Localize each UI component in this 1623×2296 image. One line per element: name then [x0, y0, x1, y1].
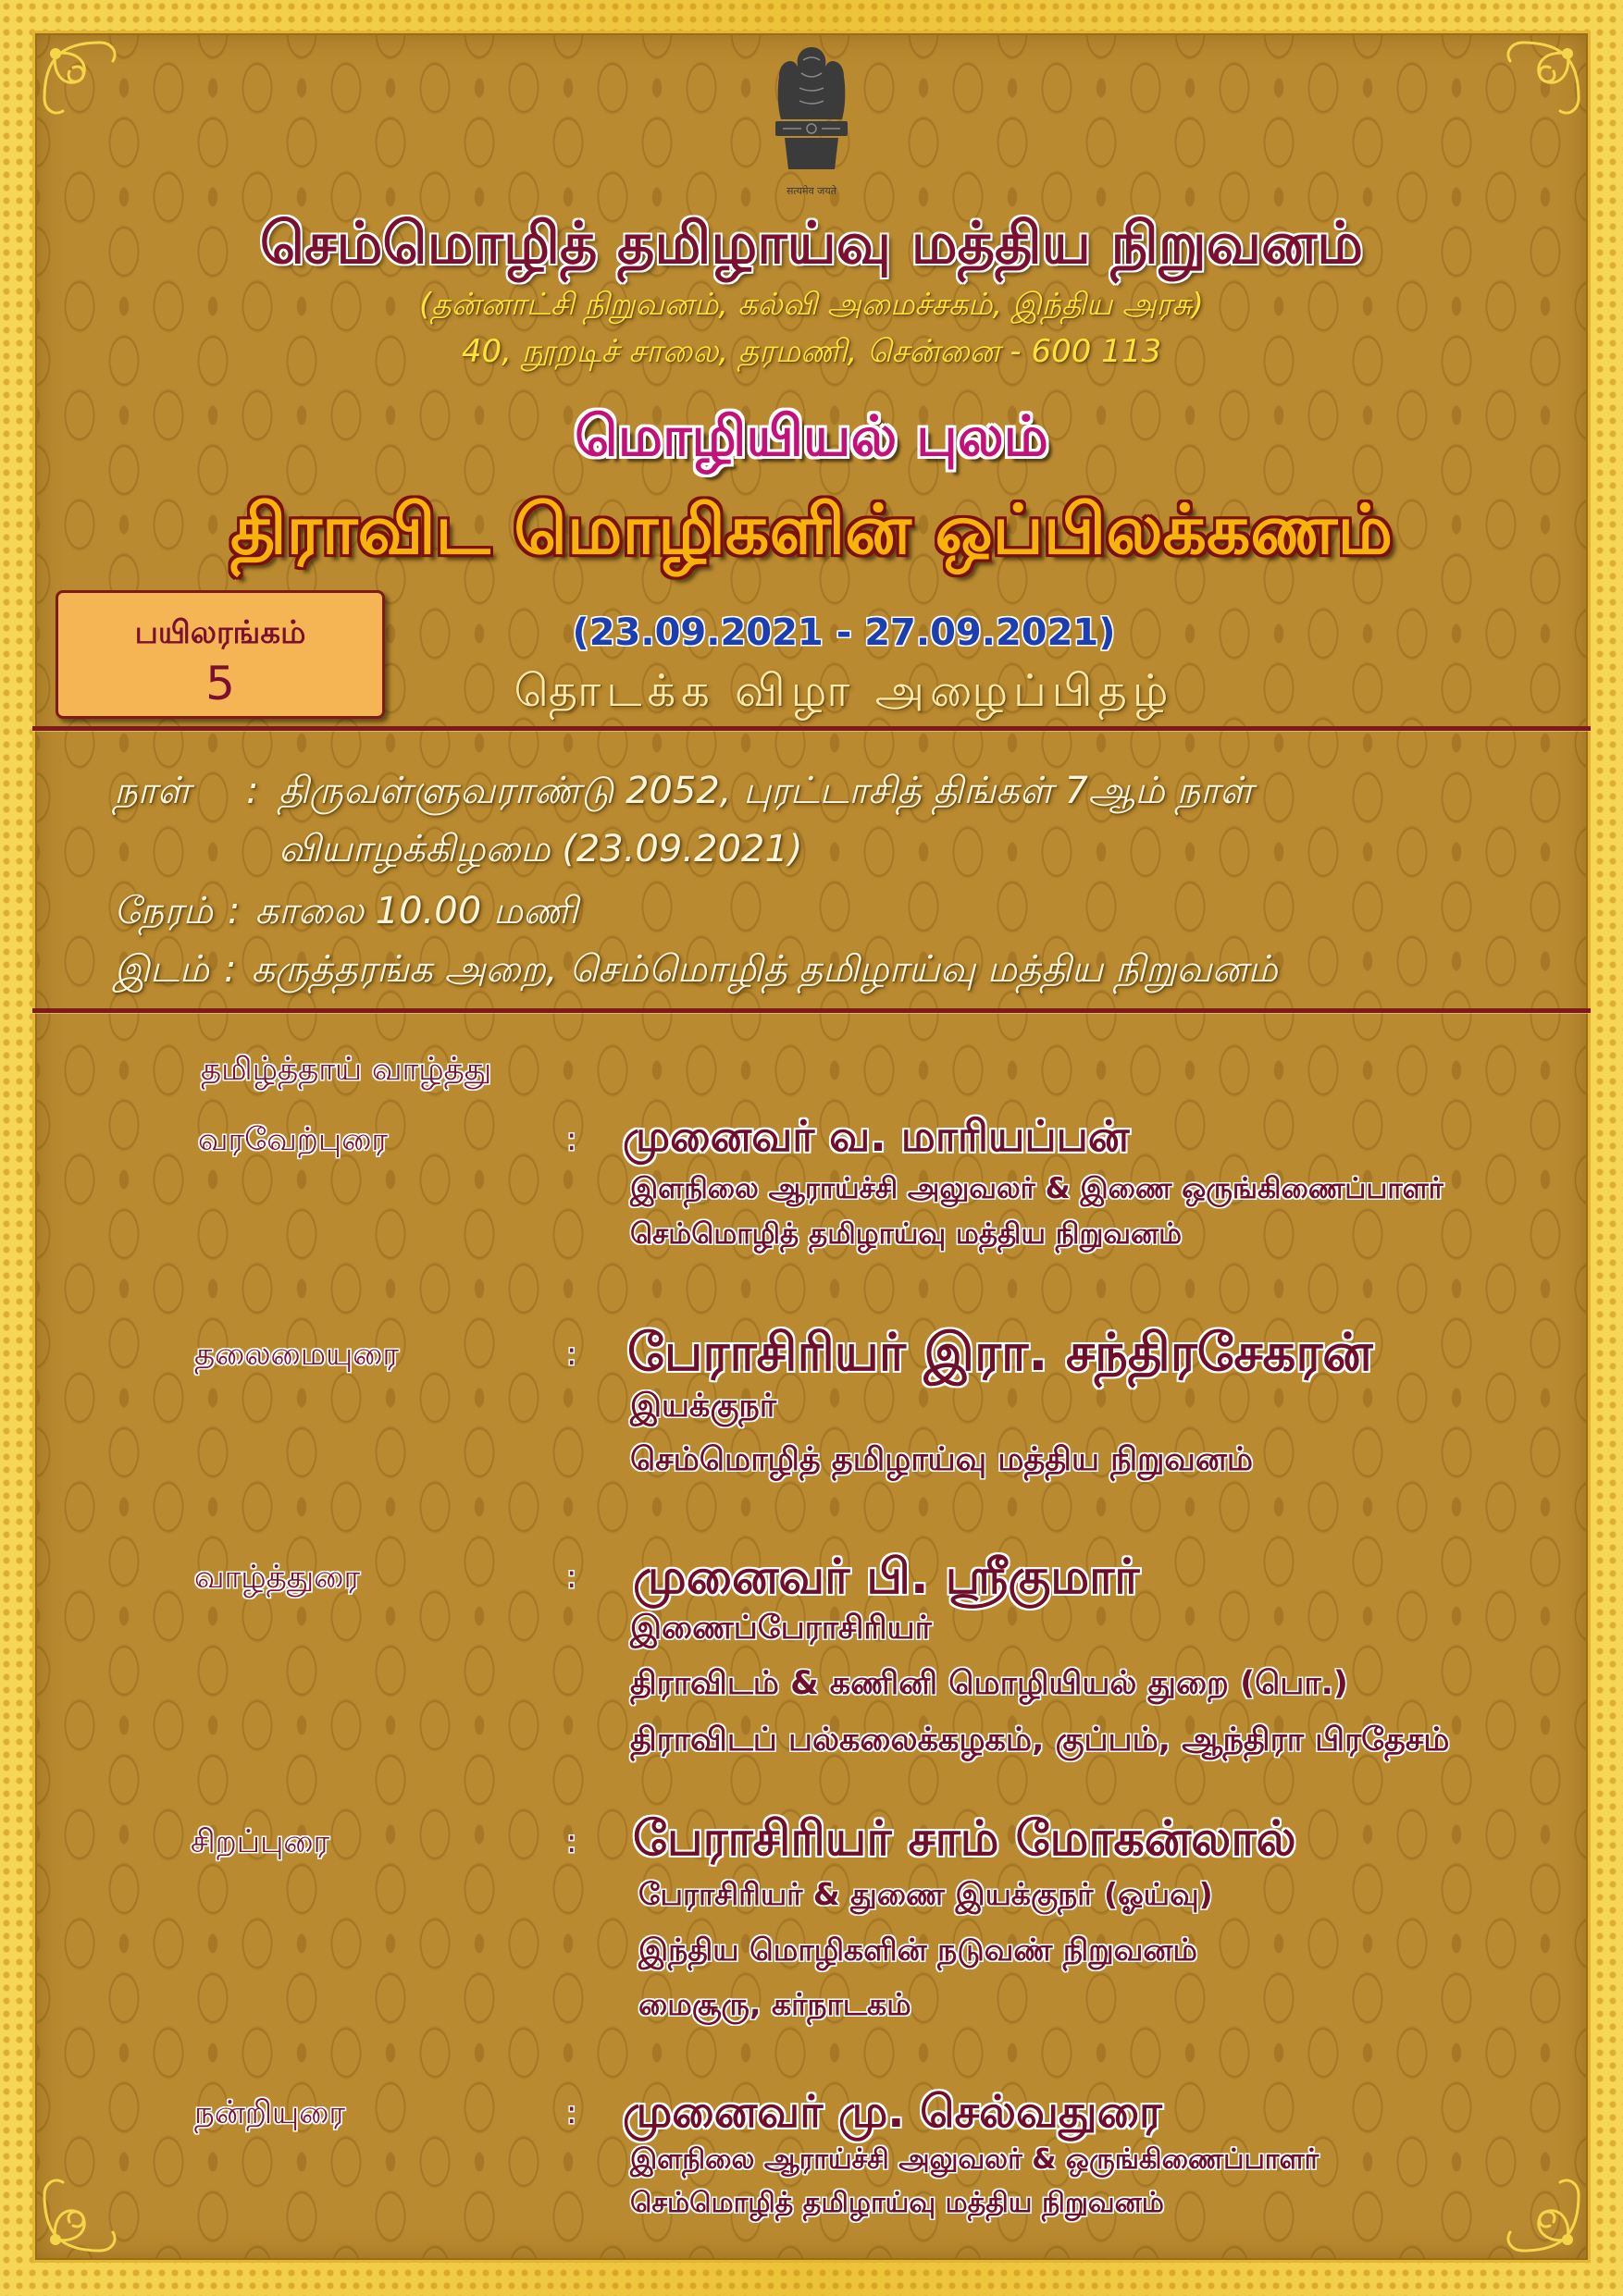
date-label: நாள்: [114, 770, 191, 812]
date-value-line1: திருவள்ளுவராண்டு 2052, புரட்டாசித் திங்கள் 7ஆம் நாள்: [279, 770, 1254, 812]
corner-ornament-icon: [35, 33, 137, 135]
event-title: திராவிட மொழிகளின் ஒப்பிலக்கணம்: [229, 490, 1394, 570]
speaker-detail: செம்மொழித் தமிழாய்வு மத்திய நிறுவனம்: [630, 1217, 1183, 1251]
corner-ornament-icon: [35, 2158, 137, 2260]
program-role: சிறப்புரை: [191, 1823, 330, 1860]
event-dates: (23.09.2021 - 27.09.2021): [572, 611, 1116, 654]
divider-bottom: [32, 1008, 1591, 1013]
date-value-line2: வியாழக்கிழமை (23.09.2021): [279, 828, 803, 870]
divider-top: [32, 726, 1591, 731]
program-separator: :: [566, 2094, 577, 2131]
venue-label: இடம்: [114, 948, 209, 991]
workshop-badge: [56, 590, 385, 719]
time-value: காலை 10.00 மணி: [254, 890, 578, 932]
speaker-detail: இளநிலை ஆராய்ச்சி அலுவலர் & இணை ஒருங்கிணைப்பாளர்: [630, 1172, 1443, 1205]
speaker-detail: செம்மொழித் தமிழாய்வு மத்திய நிறுவனம்: [630, 2187, 1164, 2219]
badge-label: பயிலரங்கம்: [134, 614, 306, 651]
venue-row: [114, 946, 1567, 993]
institute-address: 40, நூறடிச் சாலை, தரமணி, சென்னை - 600 113: [461, 333, 1162, 370]
institute-status: (தன்னாட்சி நிறுவனம், கல்வி அமைச்சகம், இந்திய அரசு): [419, 286, 1204, 322]
venue-value: கருத்தரங்க அறை, செம்மொழித் தமிழாய்வு மத்திய நிறுவனம்: [251, 948, 1278, 991]
date-separator: :: [246, 770, 259, 812]
speaker-name: முனைவர் வ. மாரியப்பன்: [623, 1111, 1130, 1161]
corner-ornament-icon: [1486, 33, 1588, 135]
program-role: தலைமையுரை: [194, 1336, 399, 1373]
venue-separator: :: [223, 948, 237, 991]
speaker-detail: திராவிடம் & கணினி மொழியியல் துறை (பொ.): [630, 1665, 1348, 1702]
department-title: மொழியியல் புலம்: [575, 404, 1048, 469]
speaker-detail: இயக்குநர்: [630, 1388, 777, 1425]
speaker-detail: திராவிடப் பல்கலைக்கழகம், குப்பம், ஆந்திரா பிரதேசம்: [630, 1722, 1450, 1759]
national-emblem-icon: [768, 42, 855, 185]
speaker-name: பேராசிரியர் இரா. சந்திரசேகரன்: [627, 1323, 1373, 1383]
program-separator: :: [566, 1559, 577, 1596]
program-separator: :: [566, 1121, 577, 1158]
emblem-motto: सत्यमेव जयते: [786, 185, 836, 197]
time-row: [114, 888, 1567, 934]
speaker-detail: இந்திய மொழிகளின் நடுவண் நிறுவனம்: [638, 1932, 1197, 1968]
time-separator: :: [227, 890, 241, 932]
speaker-detail: பேராசிரியர் & துணை இயக்குநர் (ஓய்வு): [638, 1876, 1213, 1912]
program-role: வரவேற்புரை: [198, 1121, 388, 1158]
speaker-detail: செம்மொழித் தமிழாய்வு மத்திய நிறுவனம்: [630, 1441, 1253, 1478]
invitation-heading: தொடக்க விழா அழைப்பிதழ்: [514, 665, 1174, 717]
speaker-name: பேராசிரியர் சாம் மோகன்லால்: [633, 1811, 1296, 1867]
time-label: நேரம்: [114, 890, 213, 932]
speaker-name: முனைவர் பி. ஸ்ரீகுமார்: [633, 1549, 1140, 1605]
program-role: வாழ்த்துரை: [194, 1559, 361, 1596]
institute-title: செம்மொழித் தமிழாய்வு மத்திய நிறுவனம்: [259, 209, 1364, 277]
speaker-name: முனைவர் மு. செல்வதுரை: [623, 2086, 1162, 2138]
badge-number: 5: [205, 657, 235, 710]
program-separator: :: [566, 1336, 577, 1373]
program-role: நன்றியுரை: [194, 2094, 345, 2131]
speaker-detail: மைசூரு, கர்நாடகம்: [638, 1986, 911, 2022]
speaker-detail: இணைப்பேராசிரியர்: [630, 1610, 932, 1647]
opening-item: தமிழ்த்தாய் வாழ்த்து: [201, 1051, 492, 1088]
program-separator: :: [566, 1823, 577, 1860]
speaker-detail: இளநிலை ஆராய்ச்சி அலுவலர் & ஒருங்கிணைப்பாளர்: [630, 2143, 1319, 2176]
